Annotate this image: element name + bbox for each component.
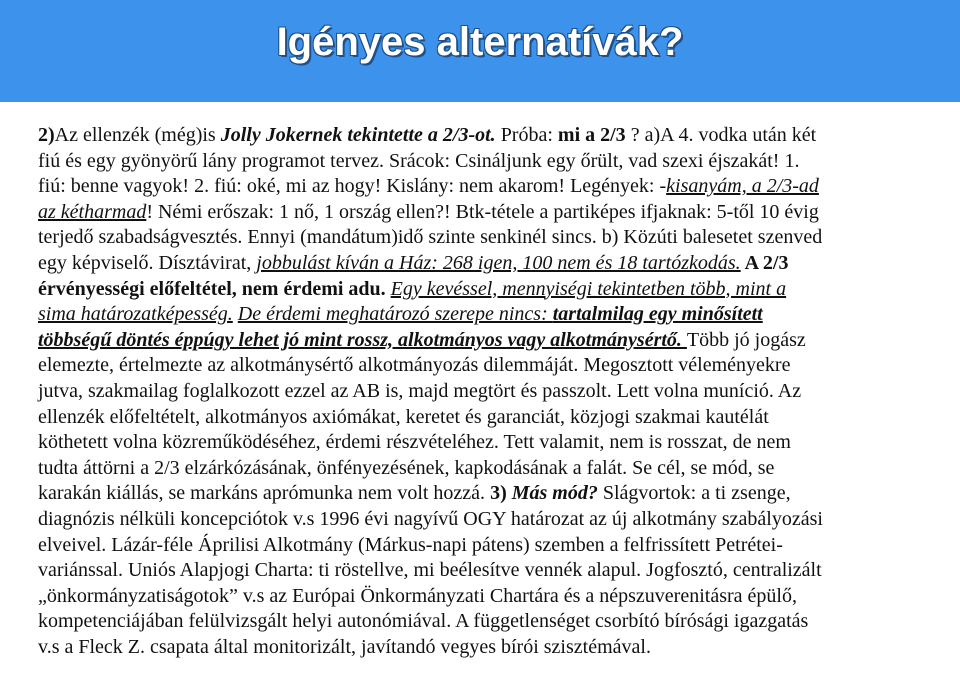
- text-line: [38, 558, 938, 584]
- text-segment: mi a 2/3: [557, 124, 626, 146]
- text-segment: egy képviselő. Dísztávirat,: [38, 251, 257, 274]
- text-line: [38, 405, 938, 431]
- text-segment: köthetett volna közreműködéséhez, érdemi részvételéhez. Tett valamit, nem is rosszat, de nem: [38, 431, 791, 454]
- text-segment: fiú: benne vagyok! 2. fiú: oké, mi az hogy! Kislány: nem akarom! Legények: -: [38, 175, 667, 198]
- text-segment: Jolly Jokernek tekintette a 2/3-ot.: [220, 124, 496, 146]
- text-line: [38, 533, 938, 559]
- text-segment: érvényességi előfeltétel, nem érdemi adu.: [38, 277, 386, 300]
- text-line: [38, 277, 938, 303]
- text-segment: az kétharmad: [38, 200, 147, 223]
- text-segment: 2): [38, 124, 55, 146]
- text-segment: tudta áttörni a 2/3 elzárkózásának, önfényezésének, kapkodásának a falát. Se cél, se mód, se: [38, 456, 775, 479]
- title-banner: [0, 0, 960, 102]
- text-line: [38, 123, 938, 149]
- text-line: [38, 456, 938, 482]
- text-segment: jobbulást kíván a Ház: 268 igen, 100 nem és 18 tartózkodás.: [256, 251, 741, 274]
- text-segment: elveivel. Lázár-féle Áprilisi Alkotmány (Márkus-napi pátens) szemben a felfrissített Petrétei-: [38, 533, 783, 556]
- text-segment: tartalmilag egy minősített: [552, 303, 763, 326]
- text-line: [38, 430, 938, 456]
- text-segment: ? a)A 4. vodka után két: [625, 124, 817, 146]
- text-line: [38, 507, 938, 533]
- text-segment: A 2/3: [740, 251, 789, 274]
- text-line: [38, 149, 938, 175]
- text-segment: Próba:: [495, 124, 558, 146]
- text-segment: ellenzék előfeltételt, alkotmányos axiómákat, keretet és garanciát, közjogi szakmai kautélát: [38, 405, 769, 428]
- text-line: [38, 353, 938, 379]
- text-line: [38, 200, 938, 226]
- text-segment: elemezte, értelmezte az alkotmánysértő alkotmányozás dilemmáját. Megosztott véleményekre: [38, 354, 791, 377]
- text-line: [38, 481, 938, 507]
- body-text: [38, 123, 938, 660]
- text-segment: Slágvortok: a ti zsenge,: [597, 482, 791, 505]
- text-segment: többségű döntés éppúgy lehet jó mint rossz, alkotmányos vagy alkotmánysértő.: [38, 328, 687, 351]
- text-segment: karakán kiállás, se markáns aprómunka nem volt hozzá.: [38, 482, 491, 505]
- text-segment: terjedő szabadságvesztés. Ennyi (mandátum)idő szinte senkinél sincs. b) Közúti balesetet szenved: [38, 226, 823, 249]
- text-segment: „önkormányzatiságotok” v.s az Európai Önkormányzati Chartára és a népszuverenitásra épülő,: [38, 584, 797, 607]
- text-segment: kisanyám, a 2/3-ad: [666, 175, 819, 198]
- text-line: [38, 302, 938, 328]
- text-line: [38, 225, 938, 251]
- text-segment: diagnózis nélküli koncepciótok v.s 1996 évi nagyívű OGY határozat az új alkotmány szabályozási: [38, 507, 823, 530]
- text-segment: Több jó jogász: [686, 328, 806, 351]
- text-line: [38, 584, 938, 610]
- text-segment: v.s a Fleck Z. csapata által monitorizált, javítandó vegyes bírói szisztémával.: [38, 635, 651, 658]
- text-segment: variánssal. Uniós Alapjogi Charta: ti röstellve, mi beélesítve vennék alapul. Jogfosztó, centralizált: [38, 559, 822, 582]
- text-segment: ! Némi erőszak: 1 nő, 1 ország ellen?! Btk-tétele a partiképes ifjaknak: 5-től 10 évig: [146, 200, 819, 223]
- text-segment: 3): [490, 482, 512, 505]
- text-segment: De érdemi meghatározó szerepe nincs:: [237, 303, 553, 326]
- page-title: Igényes alternatívák?: [276, 20, 684, 64]
- text-segment: Más mód?: [511, 482, 598, 505]
- text-line: [38, 379, 938, 405]
- text-segment: fiú és egy gyönyörű lány programot tervez. Srácok: Csináljunk egy őrült, vad szexi éjszakát! 1.: [38, 149, 800, 172]
- text-line: [38, 174, 938, 200]
- text-line: [38, 251, 938, 277]
- text-line: [38, 635, 938, 661]
- text-segment: Egy kevéssel, mennyiségi tekintetben több, mint a: [390, 277, 787, 300]
- text-segment: Az ellenzék (még)is: [54, 124, 221, 146]
- text-segment: sima határozatképesség.: [38, 303, 233, 326]
- text-line: [38, 328, 938, 354]
- text-segment: kompetenciájában felülvizsgált helyi autonómiával. A függetlenséget csorbító bírósági igazgatás: [38, 610, 809, 633]
- text-segment: jutva, szakmailag foglalkozott ezzel az AB is, majd megtört és passzolt. Lett volna muníció. Az: [38, 379, 802, 402]
- text-line: [38, 609, 938, 635]
